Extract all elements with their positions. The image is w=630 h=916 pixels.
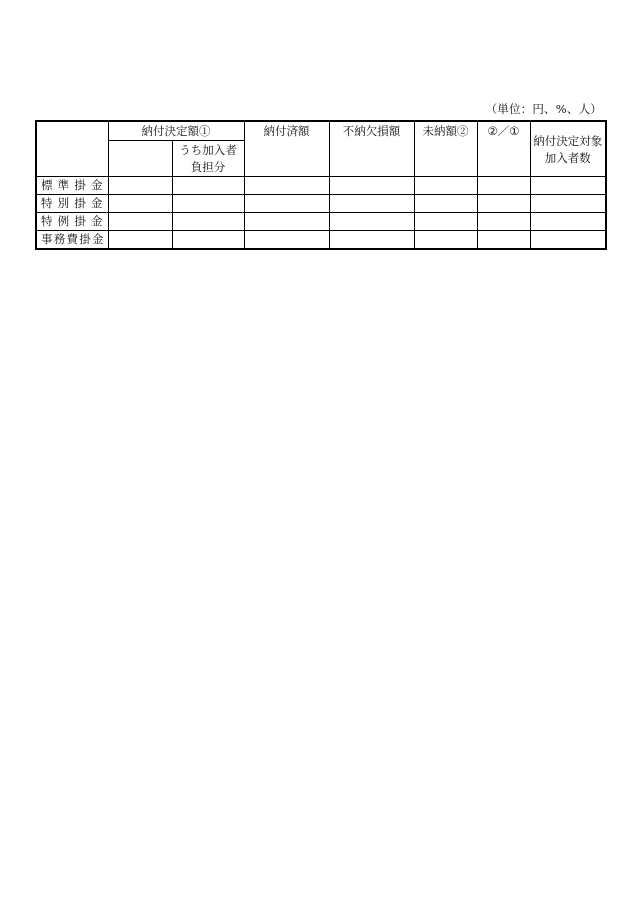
- unit-note: （単位：円、%、人）: [485, 102, 602, 116]
- header-unpaid-ratio: ②／①: [477, 121, 530, 177]
- table-cell: [530, 195, 606, 213]
- header-sub-blank: [108, 141, 172, 177]
- header-member-share-line2: 負担分: [190, 160, 226, 174]
- table-cell: [244, 177, 329, 195]
- table-cell: [108, 195, 172, 213]
- table-row: [36, 177, 606, 195]
- table-cell: [477, 177, 530, 195]
- table-cell: [329, 195, 414, 213]
- header-paid-amount: 納付済額: [244, 121, 329, 177]
- table-cell: [329, 213, 414, 231]
- header-payment-decision-amount: 納付決定額①: [108, 121, 244, 141]
- table-cell: [329, 231, 414, 250]
- header-members-count-line1: 納付決定対象: [533, 133, 603, 148]
- table-cell: [172, 195, 244, 213]
- table-cell: [530, 231, 606, 250]
- table-cell: [414, 213, 477, 231]
- table-cell: [172, 231, 244, 250]
- header-uncollectible-amount: 不納欠損額: [329, 121, 414, 177]
- header-members-count-line2: 加入者数: [544, 150, 591, 165]
- table-cell: [244, 195, 329, 213]
- table-row: [36, 195, 606, 213]
- row-label: 標準掛金: [36, 177, 108, 195]
- table-cell: [414, 177, 477, 195]
- header-corner: [36, 121, 108, 177]
- table-cell: [414, 195, 477, 213]
- table-cell: [108, 177, 172, 195]
- row-label: 事務費掛金: [36, 231, 108, 250]
- row-label: 特例掛金: [36, 213, 108, 231]
- table-cell: [477, 213, 530, 231]
- header-member-share-line1: うち加入者: [179, 143, 237, 157]
- table-cell: [414, 231, 477, 250]
- table-cell: [477, 195, 530, 213]
- table-cell: [244, 231, 329, 250]
- header-members-count: [530, 121, 606, 177]
- table-cell: [108, 213, 172, 231]
- table-cell: [172, 213, 244, 231]
- row-label: 特別掛金: [36, 195, 108, 213]
- table-cell: [530, 213, 606, 231]
- table-cell: [108, 231, 172, 250]
- header-member-share: [172, 141, 244, 177]
- table-cell: [244, 213, 329, 231]
- table-cell: [172, 177, 244, 195]
- table-cell: [530, 177, 606, 195]
- contribution-table: [35, 120, 607, 250]
- header-unpaid-amount: 未納額②: [414, 121, 477, 177]
- table-row: [36, 213, 606, 231]
- table-row: [36, 231, 606, 250]
- table-cell: [477, 231, 530, 250]
- table-cell: [329, 177, 414, 195]
